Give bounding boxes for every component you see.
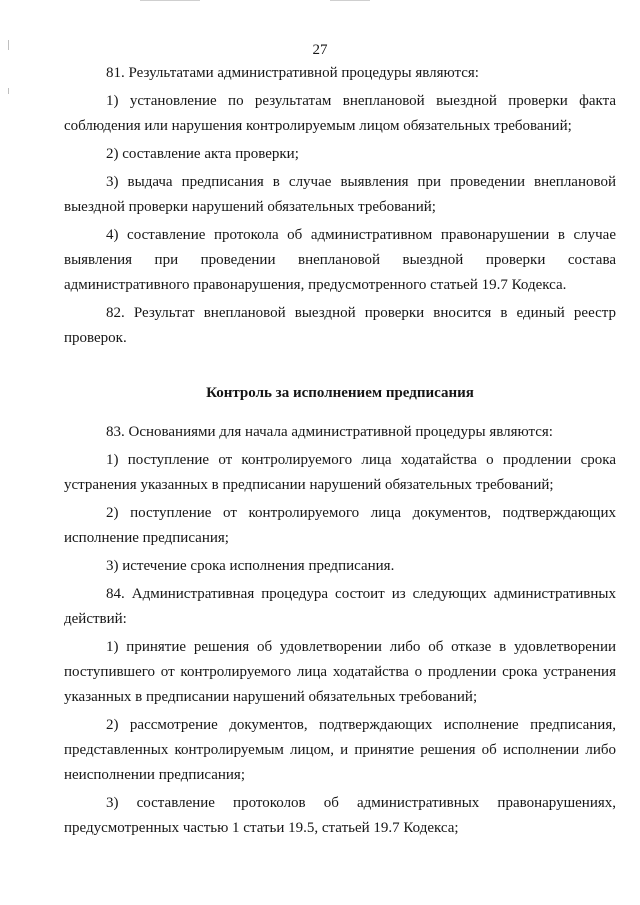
scan-artifact xyxy=(8,88,9,94)
paragraph: 3) истечение срока исполнения предписания. xyxy=(106,558,395,574)
page-number: 27 xyxy=(312,42,328,58)
paragraph: 3) выдача предписания в случае выявления при проведении внеплановой выездной проверки нарушений обязательных требований; xyxy=(64,174,616,215)
scan-artifact xyxy=(140,0,200,1)
paragraph: 2) поступление от контролируемого лица документов, подтверждающих исполнение предписания; xyxy=(64,505,616,546)
paragraph: 83. Основаниями для начала административной процедуры являются: xyxy=(106,424,553,440)
paragraph-line: выявления при проведении внеплановой выездной проверки состава xyxy=(64,252,616,268)
section-heading: Контроль за исполнением предписания xyxy=(206,385,474,401)
document-body xyxy=(64,61,616,841)
paragraph-line: административного правонарушения, предусмотренного статьей 19.7 Кодекса. xyxy=(64,277,567,293)
paragraph: 1) поступление от контролируемого лица ходатайства о продлении срока устранения указанных в предписании нарушений обязательных требований; xyxy=(64,452,616,493)
paragraph-line: предусмотренных частью 1 статьи 19.5, статьей 19.7 Кодекса; xyxy=(64,820,459,836)
scan-artifact xyxy=(330,0,370,1)
paragraph: 84. Административная процедура состоит из следующих административных действий: xyxy=(64,586,616,627)
paragraph: 81. Результатами административной процедуры являются: xyxy=(106,65,479,81)
paragraph: 2) составление акта проверки; xyxy=(106,146,299,162)
paragraph: 1) установление по результатам внеплановой выездной проверки факта соблюдения или нарушения контролируемым лицом обязательных требований; xyxy=(64,93,616,134)
paragraph: 1) принятие решения об удовлетворении либо об отказе в удовлетворении поступившего от контролируемого лица ходатайства о продлении срока устранения указанных в предписании нарушений обязательных требований; xyxy=(64,639,616,705)
paragraph-line: 3) составление протоколов об административных правонарушениях, xyxy=(106,795,616,811)
paragraph: 82. Результат внеплановой выездной проверки вносится в единый реестр проверок. xyxy=(64,305,616,346)
paragraph-line: 4) составление протокола об административном правонарушении в случае xyxy=(106,227,616,243)
paragraph: 2) рассмотрение документов, подтверждающих исполнение предписания, представленных контролируемым лицом, и принятие решения об исполнении либо неисполнении предписания; xyxy=(64,717,616,783)
